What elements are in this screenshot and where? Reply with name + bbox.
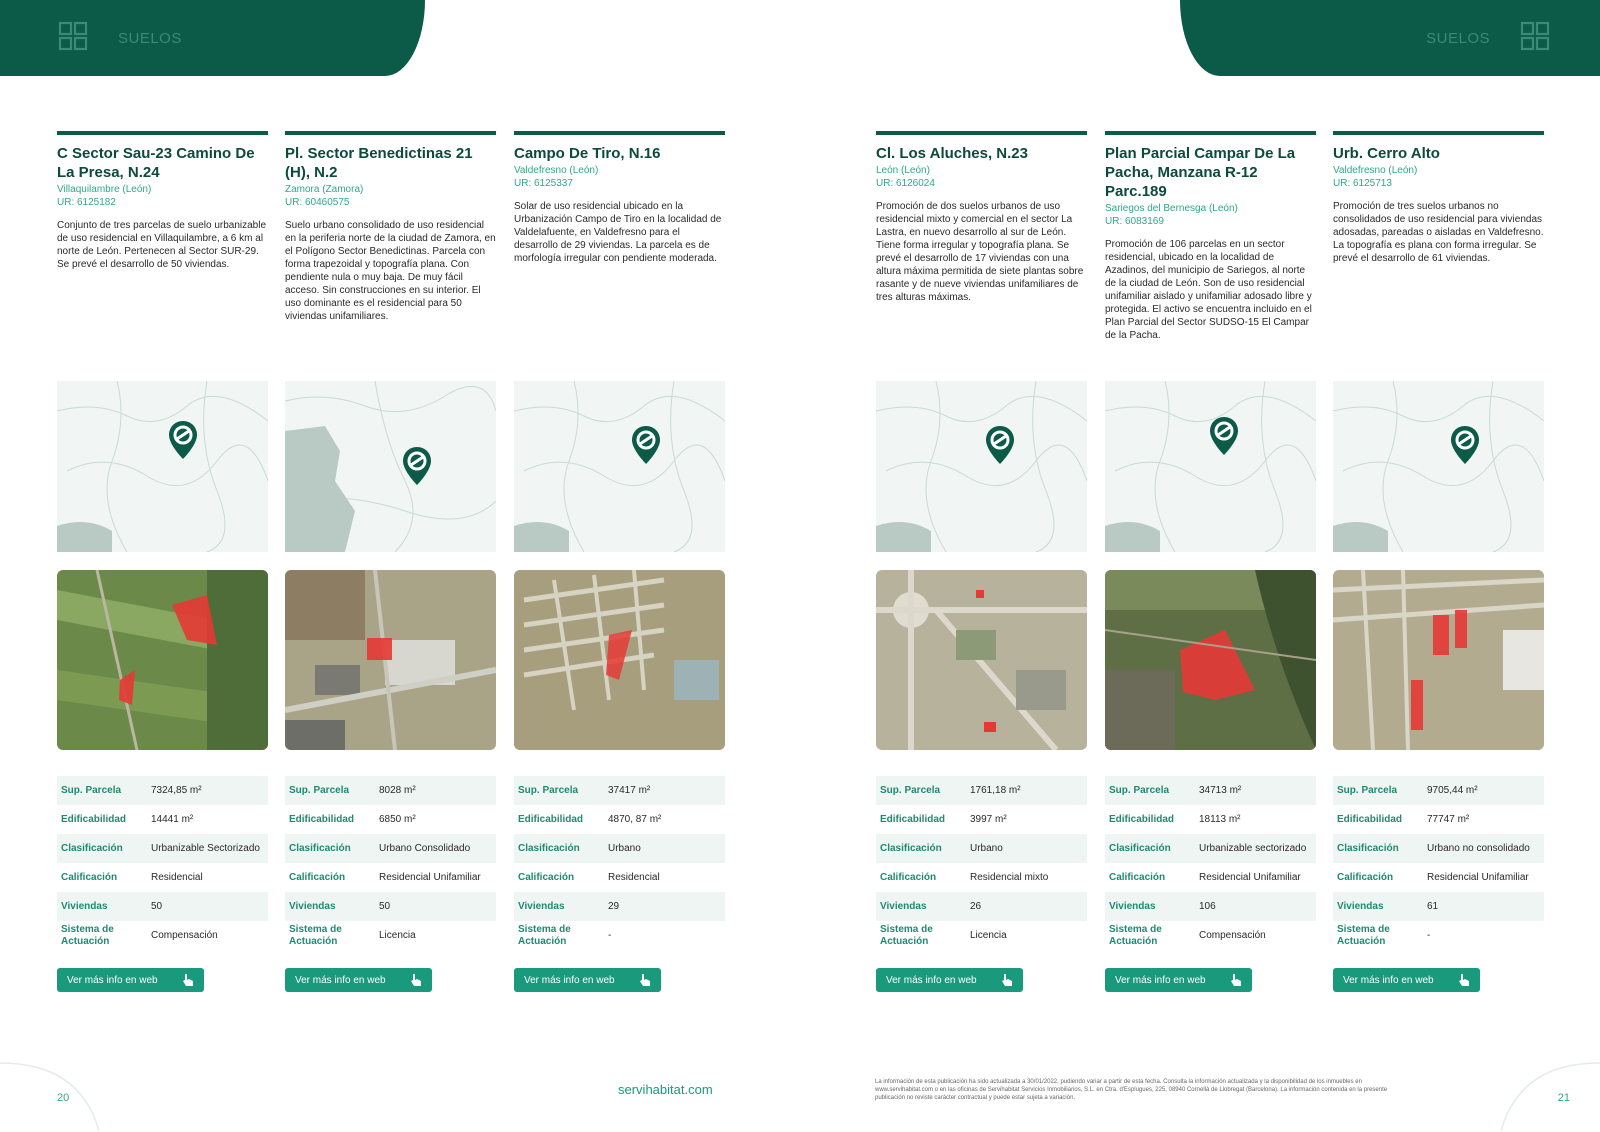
property-location: Sariegos del Bernesga (León) (1105, 203, 1238, 214)
spec-value: 18113 m² (1199, 813, 1241, 825)
property-column (285, 131, 496, 323)
spec-table (285, 776, 496, 950)
property-column (876, 131, 1087, 304)
spec-row (876, 921, 1087, 950)
spec-value: Urbano (608, 842, 641, 854)
region-map (514, 381, 725, 552)
property-ur: UR: 6126024 (876, 178, 935, 189)
spec-value: 37417 m² (608, 784, 651, 796)
website-link[interactable]: servihabitat.com (618, 1082, 713, 1097)
button-label: Ver más info en web (295, 974, 386, 986)
property-title: C Sector Sau-23 Camino De La Presa, N.24 (57, 145, 255, 181)
more-info-button[interactable] (1105, 968, 1252, 992)
spec-label: Sup. Parcela (1109, 784, 1170, 796)
spec-label: Calificación (518, 871, 575, 883)
spec-value: Urbanizable Sectorizado (151, 842, 260, 854)
aerial-photo (1333, 570, 1544, 750)
spec-row (876, 834, 1087, 863)
spec-label: Sistema de Actuación (880, 923, 933, 947)
property-title: Cl. Los Aluches, N.23 (876, 145, 1028, 162)
spec-row (285, 834, 496, 863)
button-label: Ver más info en web (67, 974, 158, 986)
spec-label: Edificabilidad (61, 813, 127, 825)
spec-label: Sistema de Actuación (289, 923, 342, 947)
property-title: Campo De Tiro, N.16 (514, 145, 661, 162)
spec-label: Viviendas (61, 900, 108, 912)
spec-value: 1761,18 m² (970, 784, 1021, 796)
header-band (0, 0, 425, 76)
aerial-photo (1105, 570, 1316, 750)
aerial-photo (876, 570, 1087, 750)
spec-value: Compensación (1199, 929, 1266, 941)
spec-label: Sistema de Actuación (518, 923, 571, 947)
property-ur: UR: 6125713 (1333, 178, 1392, 189)
spec-label: Sup. Parcela (1337, 784, 1398, 796)
spec-label: Edificabilidad (880, 813, 946, 825)
spec-label: Sup. Parcela (61, 784, 122, 796)
spec-value: 3997 m² (970, 813, 1007, 825)
right-page (800, 0, 1600, 1132)
property-location: Valdefresno (León) (1333, 165, 1418, 176)
spec-value: 8028 m² (379, 784, 416, 796)
section-label: SUELOS (1426, 30, 1490, 47)
more-info-button[interactable] (57, 968, 204, 992)
spec-label: Sup. Parcela (518, 784, 579, 796)
column-rule (57, 131, 268, 135)
spec-value: 61 (1427, 900, 1439, 912)
aerial-photo (514, 570, 725, 750)
spec-row (1333, 776, 1544, 805)
more-info-button[interactable] (876, 968, 1023, 992)
section-label: SUELOS (118, 30, 182, 47)
property-location: Villaquilambre (León) (57, 184, 152, 195)
spec-row (57, 863, 268, 892)
spec-row (514, 834, 725, 863)
property-ur: UR: 60460575 (285, 197, 350, 208)
spec-label: Viviendas (518, 900, 565, 912)
region-map (285, 381, 496, 552)
spec-label: Edificabilidad (1109, 813, 1175, 825)
spec-label: Calificación (1337, 871, 1394, 883)
aerial-photo (57, 570, 268, 750)
hand-cursor-icon (180, 972, 196, 988)
corner-decoration (1500, 1062, 1600, 1132)
column-rule (1105, 131, 1316, 135)
location-map (285, 381, 496, 552)
property-column (1105, 131, 1316, 342)
spec-row (57, 805, 268, 834)
spec-row (876, 805, 1087, 834)
more-info-button[interactable] (514, 968, 661, 992)
spec-row (876, 892, 1087, 921)
spec-value: Residencial (608, 871, 660, 883)
property-ur: UR: 6083169 (1105, 216, 1164, 227)
property-ur: UR: 6125337 (514, 178, 573, 189)
property-description: Promoción de tres suelos urbanos no consolidados de uso residencial para viviendas adosadas, pareadas o aisladas en Valdefresno. La topografía es plana con forma irregular. Se prevé el desarrollo de 61 viviendas. (1333, 201, 1544, 264)
property-location: Zamora (Zamora) (285, 184, 364, 195)
spec-value: Residencial Unifamiliar (1199, 871, 1301, 883)
spec-row (514, 776, 725, 805)
spec-label: Sup. Parcela (289, 784, 350, 796)
location-map (1333, 381, 1544, 552)
spec-row (1105, 805, 1316, 834)
spec-label: Calificación (880, 871, 937, 883)
spec-label: Viviendas (880, 900, 927, 912)
spec-row (285, 863, 496, 892)
location-map (57, 381, 268, 552)
spec-value: 26 (970, 900, 982, 912)
spec-label: Sistema de Actuación (61, 923, 114, 947)
button-label: Ver más info en web (886, 974, 977, 986)
spec-value: 9705,44 m² (1427, 784, 1478, 796)
spec-row (1105, 863, 1316, 892)
corner-decoration (0, 1062, 100, 1132)
spec-label: Clasificación (289, 842, 351, 854)
spec-value: Licencia (970, 929, 1007, 941)
column-rule (876, 131, 1087, 135)
spec-value: 50 (151, 900, 163, 912)
button-label: Ver más info en web (1343, 974, 1434, 986)
location-map (514, 381, 725, 552)
spec-table (876, 776, 1087, 950)
spec-value: Urbano no consolidado (1427, 842, 1530, 854)
spec-row (514, 863, 725, 892)
spec-label: Edificabilidad (1337, 813, 1403, 825)
spec-value: 14441 m² (151, 813, 194, 825)
spec-value: 106 (1199, 900, 1216, 912)
property-title: Urb. Cerro Alto (1333, 145, 1440, 162)
spec-table (1105, 776, 1316, 950)
property-column (1333, 131, 1544, 265)
spec-value: 7324,85 m² (151, 784, 202, 796)
spec-row (285, 921, 496, 950)
spec-value: 77747 m² (1427, 813, 1470, 825)
spec-label: Viviendas (1337, 900, 1384, 912)
spec-row (1105, 892, 1316, 921)
spec-row (1333, 892, 1544, 921)
spec-label: Clasificación (1337, 842, 1399, 854)
spec-row (514, 921, 725, 950)
spec-value: Residencial (151, 871, 203, 883)
spec-value: 6850 m² (379, 813, 416, 825)
spec-table (1333, 776, 1544, 950)
servihabitat-logo-icon (58, 21, 88, 51)
spec-label: Sup. Parcela (880, 784, 941, 796)
hand-cursor-icon (408, 972, 424, 988)
spec-row (57, 776, 268, 805)
more-info-button[interactable] (285, 968, 432, 992)
spec-table (57, 776, 268, 950)
spec-value: - (1427, 929, 1431, 941)
aerial-photo (285, 570, 496, 750)
spec-row (57, 834, 268, 863)
spec-table (514, 776, 725, 950)
property-description: Conjunto de tres parcelas de suelo urbanizable de uso residencial en Villaquilambre, a 6 km al norte de León. Pertenecen al Sector SUR-29. Se prevé el desarrollo de 50 viviendas. (57, 220, 267, 270)
property-column (514, 131, 725, 265)
page-number: 21 (1557, 1092, 1570, 1104)
spec-row (1333, 863, 1544, 892)
spec-row (1105, 776, 1316, 805)
spec-value: Residencial Unifamiliar (1427, 871, 1529, 883)
legal-disclaimer: La información de esta publicación ha sido actualizada a 30/01/2022, pudiendo variar a partir de esta fecha. Consulta la información actualizada y la disponibilidad de los inmuebles en www.servihabitat.com o en las oficinas de Servihabitat Servicios Inmobiliarios, S.L. en Ctra. d'Esplugues, 225, 08940 Cornellà de Llobregat (Barcelona). La información contenida en la presente publicación no reviste carácter contractual y puede estar sujeta a variación. (875, 1079, 1388, 1101)
spec-label: Clasificación (880, 842, 942, 854)
spec-row (285, 805, 496, 834)
spec-row (285, 892, 496, 921)
spec-row (876, 863, 1087, 892)
property-ur: UR: 6125182 (57, 197, 116, 208)
spec-label: Calificación (1109, 871, 1166, 883)
spec-row (876, 776, 1087, 805)
spec-row (57, 892, 268, 921)
spec-row (1333, 805, 1544, 834)
spec-row (514, 892, 725, 921)
spec-value: 29 (608, 900, 620, 912)
property-title: Pl. Sector Benedictinas 21 (H), N.2 (285, 145, 473, 181)
spec-label: Clasificación (1109, 842, 1171, 854)
column-rule (514, 131, 725, 135)
spec-value: Urbano (970, 842, 1003, 854)
property-column (57, 131, 268, 271)
property-location: Valdefresno (León) (514, 165, 599, 176)
hand-cursor-icon (1228, 972, 1244, 988)
property-location: León (León) (876, 165, 930, 176)
spec-label: Viviendas (289, 900, 336, 912)
spec-value: Residencial mixto (970, 871, 1049, 883)
more-info-button[interactable] (1333, 968, 1480, 992)
spec-label: Clasificación (61, 842, 123, 854)
spec-value: Compensación (151, 929, 218, 941)
spec-row (285, 776, 496, 805)
button-label: Ver más info en web (524, 974, 615, 986)
spec-value: Residencial Unifamiliar (379, 871, 481, 883)
region-map (876, 381, 1087, 552)
property-description: Promoción de dos suelos urbanos de uso residencial mixto y comercial en el sector La Lastra, en nuevo desarrollo al sur de León. Tiene forma irregular y topografía plana. Se prevé el desarrollo de 17 viviendas con una altura máxima permitida de siete plantas sobre rasante y de nueve viviendas unifamiliares de tres alturas máximas. (876, 201, 1084, 303)
spec-row (514, 805, 725, 834)
spec-label: Calificación (61, 871, 118, 883)
hand-cursor-icon (637, 972, 653, 988)
spec-row (1105, 921, 1316, 950)
button-label: Ver más info en web (1115, 974, 1206, 986)
property-title: Plan Parcial Campar De La Pacha, Manzana R-12 Parc.189 (1105, 145, 1296, 200)
spec-row (57, 921, 268, 950)
spec-row (1333, 834, 1544, 863)
property-description: Suelo urbano consolidado de uso residencial en la periferia norte de la ciudad de Zamora, en el Polígono Sector Benedictinas. Parcela con forma trapezoidal y topografía plana. Con pendiente nula o muy baja. De muy fácil acceso. Sin construcciones en su interior. El uso dominante es el residencial para 50 viviendas unifamiliares. (285, 220, 496, 322)
spec-label: Clasificación (518, 842, 580, 854)
spec-value: 34713 m² (1199, 784, 1242, 796)
spec-label: Edificabilidad (289, 813, 355, 825)
spec-label: Edificabilidad (518, 813, 584, 825)
header-band (1180, 0, 1600, 76)
spec-label: Sistema de Actuación (1109, 923, 1162, 947)
region-map (1333, 381, 1544, 552)
spec-value: 4870, 87 m² (608, 813, 662, 825)
spec-row (1333, 921, 1544, 950)
servihabitat-logo-icon (1520, 21, 1550, 51)
region-map (1105, 381, 1316, 552)
property-description: Promoción de 106 parcelas en un sector residencial, ubicado en la localidad de Azadinos, del municipio de Sariegos, al norte de la ciudad de León. Son de uso residencial unifamiliar aislado y unifamiliar adosado libre y protegida. El activo se encuentra incluido en el Plan Parcial del Sector SUDSO-15 El Campar de la Pacha. (1105, 239, 1312, 341)
hand-cursor-icon (1456, 972, 1472, 988)
location-map (876, 381, 1087, 552)
spec-label: Calificación (289, 871, 346, 883)
spec-value: - (608, 929, 612, 941)
spec-value: Licencia (379, 929, 416, 941)
location-map (1105, 381, 1316, 552)
hand-cursor-icon (999, 972, 1015, 988)
property-description: Solar de uso residencial ubicado en la Urbanización Campo de Tiro en la localidad de Valdelafuente, en Valdefresno para el desarrollo de 29 viviendas. La parcela es de morfología irregular con pendiente moderada. (514, 201, 722, 264)
column-rule (1333, 131, 1544, 135)
spec-row (1105, 834, 1316, 863)
spec-label: Sistema de Actuación (1337, 923, 1390, 947)
spec-value: Urbano Consolidado (379, 842, 471, 854)
page-number: 20 (57, 1092, 70, 1104)
spec-value: 50 (379, 900, 391, 912)
region-map (57, 381, 268, 552)
spec-value: Urbanizable sectorizado (1199, 842, 1307, 854)
spec-label: Viviendas (1109, 900, 1156, 912)
column-rule (285, 131, 496, 135)
